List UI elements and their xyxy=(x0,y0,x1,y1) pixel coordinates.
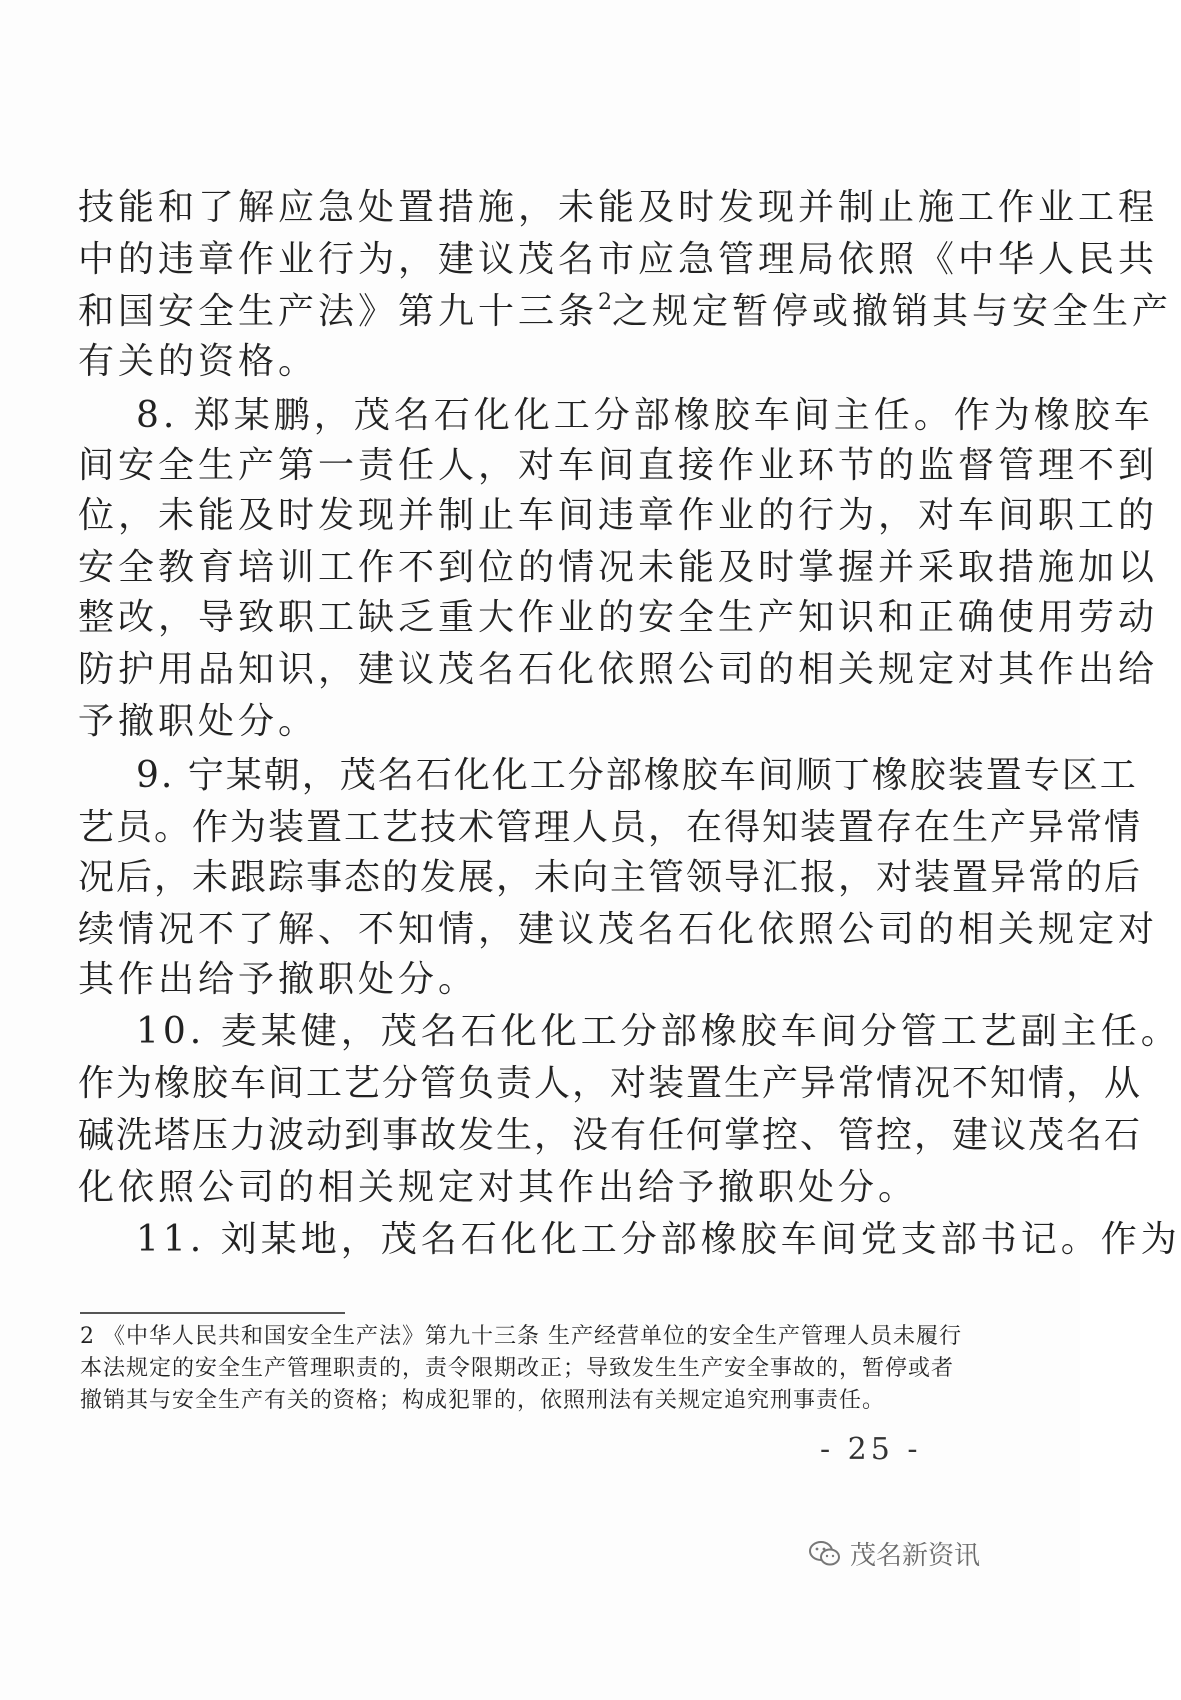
body-line: 防护用品知识，建议茂名石化依照公司的相关规定对其作出给 xyxy=(78,649,1159,690)
paragraph-start: 11. 刘某地，茂名石化化工分部橡胶车间党支部书记。作为 xyxy=(136,1219,1181,1260)
footnote-line: 撤销其与安全生产有关的资格；构成犯罪的，依照刑法有关规定追究刑事责任。 xyxy=(80,1388,886,1413)
footnote-line: 2 《中华人民共和国安全生产法》第九十三条 生产经营单位的安全生产管理人员未履行 xyxy=(80,1324,962,1349)
body-line-with-footnote-ref xyxy=(78,290,1173,337)
body-line: 续情况不了解、不知情，建议茂名石化依照公司的相关规定对 xyxy=(78,909,1159,950)
body-line: 艺员。作为装置工艺技术管理人员，在得知装置存在生产异常情 xyxy=(78,807,1143,848)
body-line: 安全教育培训工作不到位的情况未能及时掌握并采取措施加以 xyxy=(78,547,1159,588)
footnote-divider xyxy=(80,1312,345,1314)
wechat-icon xyxy=(808,1539,842,1569)
footnote-reference[interactable]: 2 xyxy=(598,290,613,315)
body-line: 整改，导致职工缺乏重大作业的安全生产知识和正确使用劳动 xyxy=(78,597,1159,638)
watermark xyxy=(808,1535,980,1572)
paragraph-start: 8. 郑某鹏，茂名石化化工分部橡胶车间主任。作为橡胶车 xyxy=(136,395,1154,436)
body-text: 之规定暂停或撤销其与安全生产 xyxy=(612,291,1173,332)
body-line: 碱洗塔压力波动到事故发生，没有任何掌控、管控，建议茂名石 xyxy=(78,1115,1143,1156)
body-line: 其作出给予撤职处分。 xyxy=(78,959,479,1000)
watermark-text: 茂名新资讯 xyxy=(850,1541,981,1571)
body-line: 间安全生产第一责任人，对车间直接作业环节的监督管理不到 xyxy=(78,445,1159,486)
body-line: 技能和了解应急处置措施，未能及时发现并制止施工作业工程 xyxy=(78,187,1159,228)
body-line: 作为橡胶车间工艺分管负责人，对装置生产异常情况不知情，从 xyxy=(78,1063,1143,1104)
body-line: 况后，未跟踪事态的发展，未向主管领导汇报，对装置异常的后 xyxy=(78,857,1143,898)
footnote-line: 本法规定的安全生产管理职责的，责令限期改正；导致发生生产安全事故的，暂停或者 xyxy=(80,1356,955,1381)
paragraph-start: 10. 麦某健，茂名石化化工分部橡胶车间分管工艺副主任。 xyxy=(136,1011,1181,1052)
page-number: - 25 - xyxy=(820,1432,922,1467)
paragraph-start: 9. 宁某朝，茂名石化化工分部橡胶车间顺丁橡胶装置专区工 xyxy=(136,755,1138,796)
body-line: 中的违章作业行为，建议茂名市应急管理局依照《中华人民共 xyxy=(78,239,1159,280)
body-text: 和国安全生产法》第九十三条 xyxy=(78,291,599,332)
body-line: 有关的资格。 xyxy=(78,341,319,382)
body-line: 化依照公司的相关规定对其作出给予撤职处分。 xyxy=(78,1167,919,1208)
body-line: 予撤职处分。 xyxy=(78,701,319,742)
body-line: 位，未能及时发现并制止车间违章作业的行为，对车间职工的 xyxy=(78,495,1159,536)
